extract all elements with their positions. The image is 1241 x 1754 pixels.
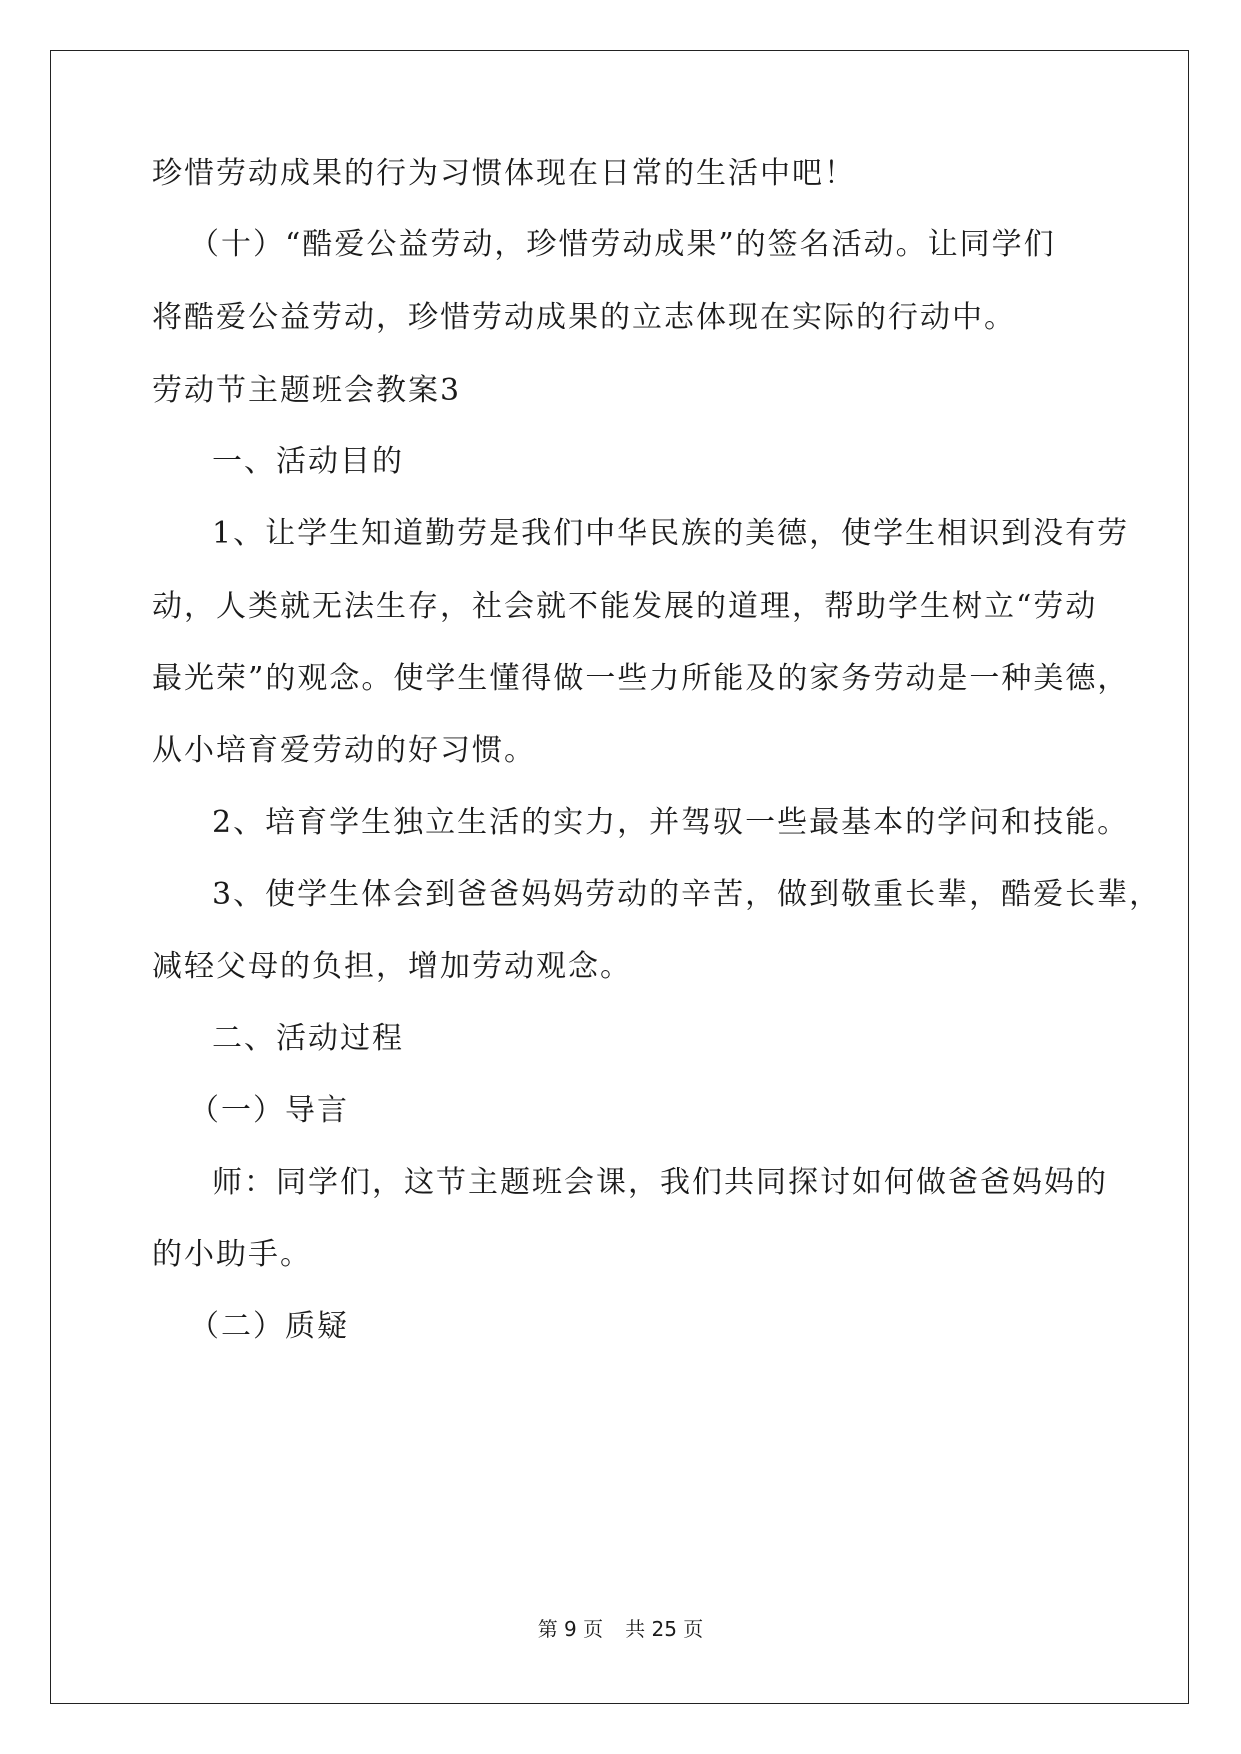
text-line: 2、培育学生独立生活的实力，并驾驭一些最基本的学问和技能。	[212, 805, 1130, 840]
text-line: （十）“酷爱公益劳动，珍惜劳动成果”的签名活动。让同学们	[189, 227, 1056, 262]
subheading: 二、活动过程	[212, 1021, 404, 1056]
text-line: 师：同学们，这节主题班会课，我们共同探讨如何做爸爸妈妈的	[212, 1165, 1108, 1200]
page-total: 共 25 页	[625, 1617, 704, 1641]
text-line: 从小培育爱劳动的好习惯。	[152, 733, 536, 768]
page-number: 第 9 页	[537, 1617, 604, 1641]
text-line: 3、使学生体会到爸爸妈妈劳动的辛苦，做到敬重长辈，酷爱长辈，	[212, 877, 1162, 912]
text-line: 的小助手。	[152, 1237, 312, 1272]
text-line: 1、让学生知道勤劳是我们中华民族的美德，使学生相识到没有劳	[212, 516, 1130, 551]
page-footer	[0, 1617, 1241, 1641]
subheading: 一、活动目的	[212, 444, 404, 479]
subheading: （一）导言	[189, 1093, 349, 1128]
text-line: 将酷爱公益劳动，珍惜劳动成果的立志体现在实际的行动中。	[152, 300, 1016, 335]
text-line: 动，人类就无法生存，社会就不能发展的道理，帮助学生树立“劳动	[152, 589, 1098, 624]
text-line: 减轻父母的负担，增加劳动观念。	[152, 949, 632, 984]
subheading: （二）质疑	[189, 1309, 349, 1344]
text-line: 最光荣”的观念。使学生懂得做一些力所能及的家务劳动是一种美德，	[152, 661, 1130, 696]
section-heading: 劳动节主题班会教案3	[152, 373, 462, 408]
text-line: 珍惜劳动成果的行为习惯体现在日常的生活中吧！	[152, 156, 856, 191]
